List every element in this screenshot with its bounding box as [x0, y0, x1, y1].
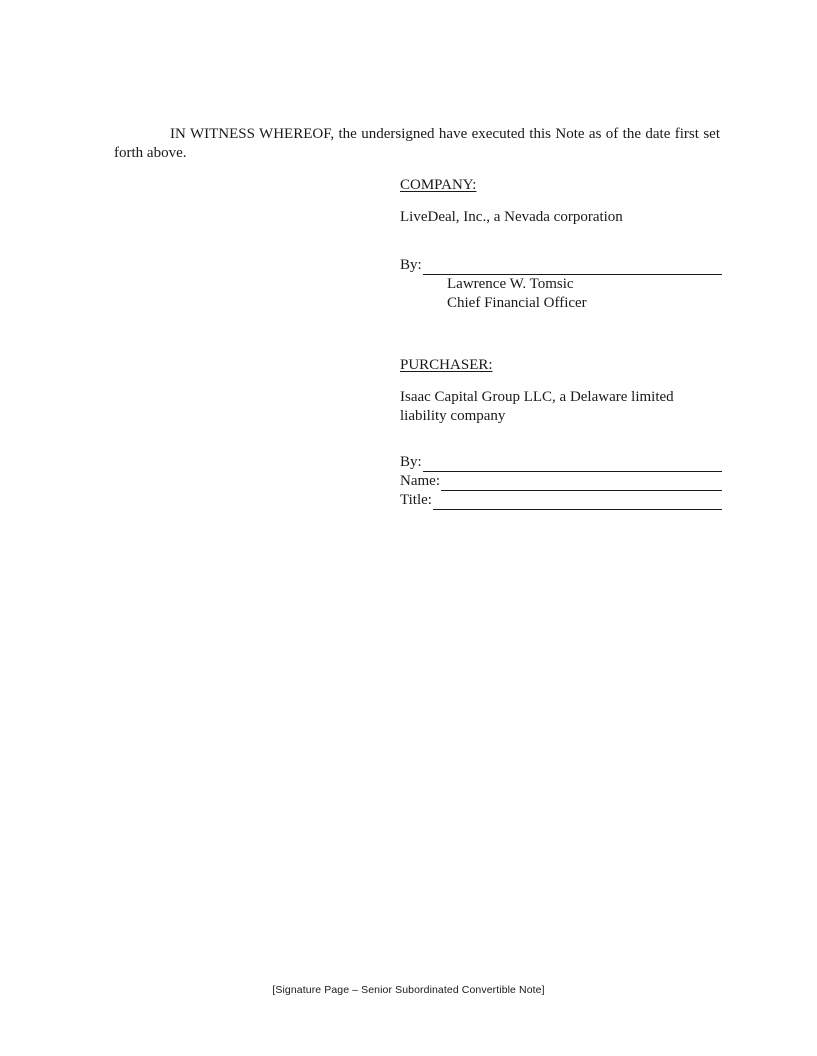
purchaser-heading-block — [400, 356, 722, 375]
company-by-signature-rule — [423, 260, 722, 275]
purchaser-title-line — [400, 491, 722, 510]
purchaser-title-rule — [433, 495, 722, 510]
page-footer: [Signature Page – Senior Subordinated Convertible Note] — [272, 984, 545, 996]
company-signature-block — [400, 176, 722, 195]
company-signer-name: Lawrence W. Tomsic — [447, 276, 574, 292]
purchaser-by-signature-rule — [423, 457, 722, 472]
company-by-label: By: — [400, 257, 422, 273]
purchaser-heading: PURCHASER: — [400, 357, 493, 373]
purchaser-signature-lines — [400, 453, 722, 510]
purchaser-name-label: Name: — [400, 473, 440, 489]
purchaser-name-line-1: Isaac Capital Group LLC, a Delaware limited — [400, 389, 674, 405]
company-by-line — [400, 256, 722, 275]
purchaser-name-line — [400, 472, 722, 491]
purchaser-name-line-2: liability company — [400, 408, 506, 424]
purchaser-name-block — [400, 388, 722, 426]
witness-paragraph: IN WITNESS WHEREOF, the undersigned have executed this Note as of the date first set forth above. — [114, 126, 720, 161]
company-heading: COMPANY: — [400, 177, 477, 193]
company-name: LiveDeal, Inc., a Nevada corporation — [400, 209, 623, 225]
purchaser-title-label: Title: — [400, 492, 432, 508]
company-name-block — [400, 208, 722, 227]
purchaser-name-rule — [441, 476, 722, 491]
company-signature-lines — [400, 256, 722, 313]
purchaser-by-line — [400, 453, 722, 472]
purchaser-by-label: By: — [400, 454, 422, 470]
company-signer-title: Chief Financial Officer — [447, 295, 587, 311]
